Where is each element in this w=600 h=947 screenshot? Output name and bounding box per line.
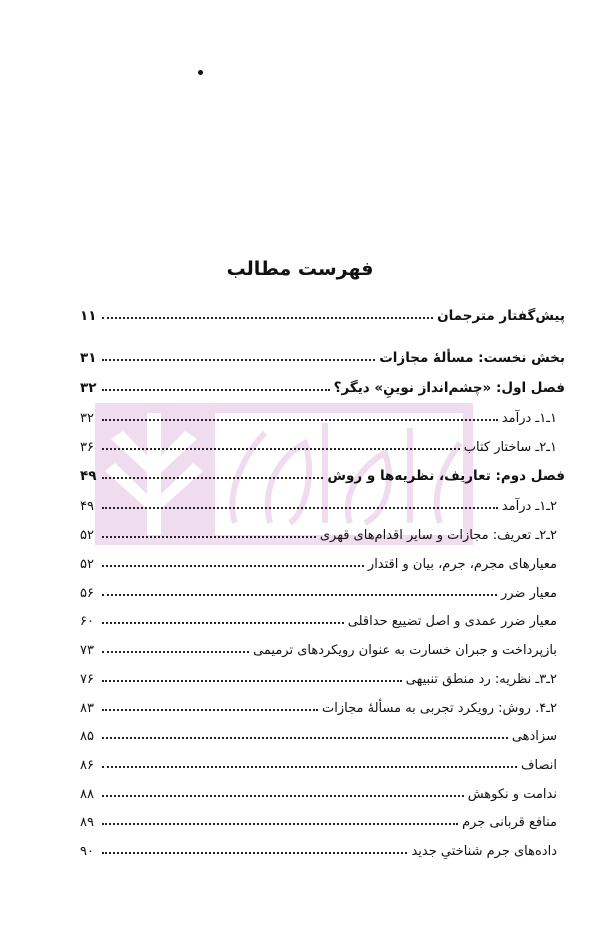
toc-entry-page-number: ۹۰ [80, 844, 94, 859]
dot-leader [102, 823, 458, 825]
toc-entry-title: معیار ضرر عمدی و اصل تضییع حداقلی [347, 614, 557, 629]
dot-leader [102, 651, 249, 653]
toc-entry-page-number: ۵۲ [80, 528, 94, 543]
dot-leader [102, 565, 364, 567]
toc-entry-page-number: ۸۹ [80, 815, 94, 830]
toc-entry-title: معیار ضرر [500, 586, 557, 601]
toc-entry [80, 720, 565, 744]
toc-entry-page-number: ۶۰ [80, 614, 94, 629]
dot-leader [102, 594, 497, 596]
dot-leader [102, 317, 433, 319]
toc-entry-page-number: ۸۵ [80, 729, 94, 744]
dot-leader [102, 536, 316, 538]
toc-entry [80, 605, 565, 629]
toc-entry [80, 300, 565, 324]
toc-entry [80, 749, 565, 773]
page-title: فهرست مطالب [226, 258, 374, 280]
toc-entry [80, 342, 565, 366]
toc-entry [80, 577, 565, 601]
toc-entry-title: ندامت و نکوهش [467, 787, 557, 802]
toc-entry-page-number: ۴۹ [80, 499, 94, 514]
toc-entry [80, 692, 565, 716]
toc-entry-title: ۲ـ۱ـ درآمد [501, 499, 557, 514]
toc-entry-page-number: ۳۲ [80, 411, 94, 426]
toc-entry-title: بخش نخست: مسألهٔ مجازات [379, 350, 565, 366]
toc-entry-title: فصل اول: «چشم‌انداز نوینِ» دیگر؟ [333, 380, 565, 396]
toc-entry [80, 835, 565, 859]
dot-leader [102, 680, 402, 682]
dot-leader [102, 709, 318, 711]
toc-entry-page-number: ۷۶ [80, 672, 94, 687]
dot-leader [102, 766, 517, 768]
toc-entry-title: منافع قربانی جرم [462, 815, 557, 830]
toc-entry-title: ۲ـ۴. روش: رویکرد تجربی به مسألهٔ مجازات [322, 701, 557, 716]
dot-leader [102, 419, 498, 421]
toc-entry [80, 431, 565, 455]
toc-entry-title: انصاف [521, 758, 557, 773]
toc-entry [80, 372, 565, 396]
dot-leader [102, 507, 498, 509]
toc-entry-title: ۲ـ۳ـ نظریه: رد منطق تنبیهی [405, 672, 557, 687]
dot-leader [102, 622, 344, 624]
dot-leader [102, 389, 330, 391]
toc-entry-page-number: ۸۸ [80, 787, 94, 802]
toc-entry [80, 490, 565, 514]
toc-entry-title: بازپرداخت و جبران خسارت به عنوان رویکردهای ترمیمی [253, 643, 557, 658]
dot-leader [102, 448, 460, 450]
toc-entry-page-number: ۸۶ [80, 758, 94, 773]
page-mark-dot [198, 70, 203, 75]
toc-entry [80, 402, 565, 426]
toc-entry-title: ۲ـ۲ـ تعریف: مجازات و سایر اقدام‌های قهری [319, 528, 557, 543]
toc-entry-title: ۱ـ۲ـ ساختار کتاب [463, 440, 557, 455]
toc-entry-title: داده‌های جرم شناختیِ جدید [411, 844, 557, 859]
toc-entry-page-number: ۵۲ [80, 557, 94, 572]
dot-leader [102, 795, 464, 797]
toc-entry [80, 663, 565, 687]
toc-entry-page-number: ۳۱ [80, 350, 97, 366]
toc-entry-title: معیارهای مجرم، جرم، بیان و اقتدار [367, 557, 557, 572]
dot-leader [102, 477, 323, 479]
dot-leader [102, 737, 508, 739]
toc-entry-page-number: ۵۶ [80, 586, 94, 601]
toc-entry [80, 778, 565, 802]
dot-leader [102, 852, 407, 854]
toc-entry [80, 634, 565, 658]
toc-entry-title: سزادهی [511, 729, 557, 744]
toc-entry [80, 548, 565, 572]
toc-entry [80, 460, 565, 484]
toc-entry [80, 806, 565, 830]
toc-entry-page-number: ۴۹ [80, 468, 97, 484]
toc-entry-page-number: ۸۳ [80, 701, 94, 716]
toc-entry-page-number: ۳۶ [80, 440, 94, 455]
toc-entry-title: فصل دوم: تعاریف، نظریه‌ها و روش [327, 468, 565, 484]
toc-entry [80, 519, 565, 543]
toc-entry-page-number: ۱۱ [80, 308, 97, 324]
dot-leader [102, 359, 375, 361]
toc-entry-title: ۱ـ۱ـ درآمد [501, 411, 557, 426]
toc-entry-title: پیش‌گفتار مترجمان [437, 308, 565, 324]
toc-entry-page-number: ۷۳ [80, 643, 94, 658]
toc-entry-page-number: ۳۲ [80, 380, 97, 396]
